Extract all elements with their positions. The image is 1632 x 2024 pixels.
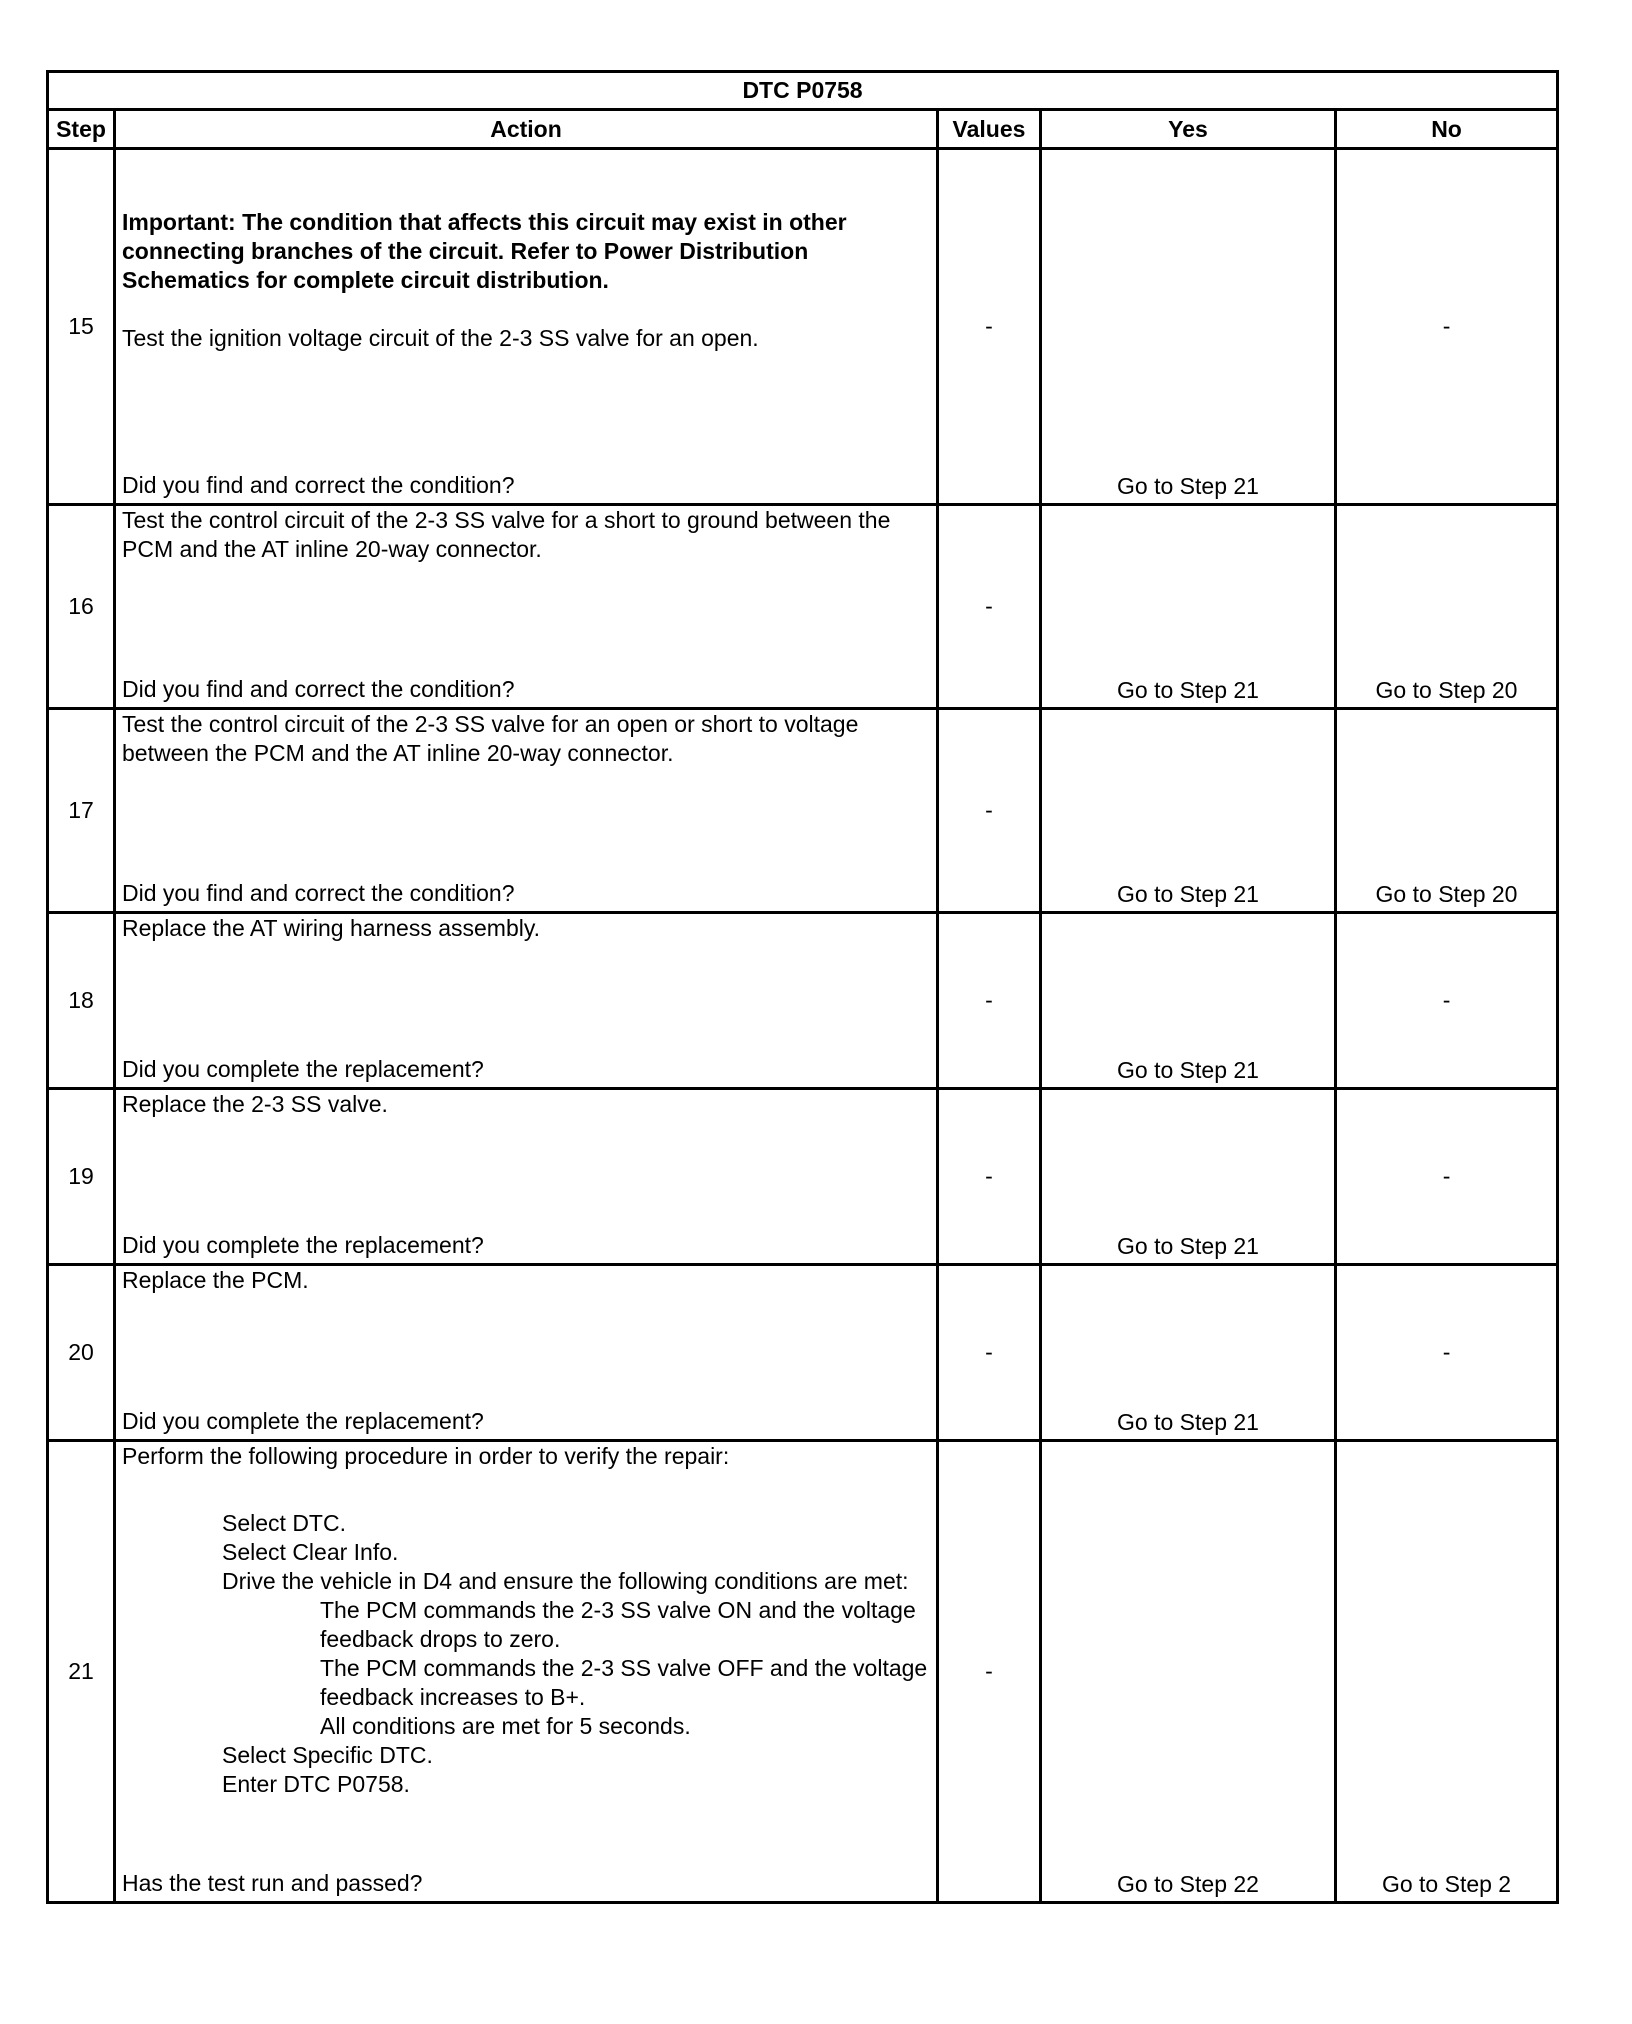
no-cell: - (1336, 149, 1558, 505)
yes-link[interactable]: Go to Step 21 (1041, 1089, 1336, 1265)
procedure-step: Select Clear Info. (222, 1539, 399, 1565)
yes-link[interactable]: Go to Step 21 (1041, 709, 1336, 913)
question-text: Did you find and correct the condition? (122, 472, 515, 498)
question-text: Did you complete the replacement? (122, 1056, 484, 1082)
yes-link[interactable]: Go to Step 21 (1041, 505, 1336, 709)
no-cell: - (1336, 1089, 1558, 1265)
yes-link[interactable]: Go to Step 22 (1041, 1441, 1336, 1903)
procedure-step: Select Specific DTC. (222, 1742, 433, 1768)
action-text: Test the ignition voltage circuit of the 2-3 SS valve for an open. (122, 325, 759, 351)
question-text: Did you complete the replacement? (122, 1408, 484, 1434)
step-number: 21 (48, 1441, 115, 1903)
diagnostic-table (46, 70, 1559, 1904)
procedure-step: Enter DTC P0758. (222, 1771, 410, 1797)
values-cell: - (938, 1441, 1041, 1903)
yes-link[interactable]: Go to Step 21 (1041, 1265, 1336, 1441)
values-cell: - (938, 149, 1041, 505)
action-text: Perform the following procedure in order to verify the repair: (122, 1443, 730, 1469)
action-cell (115, 1089, 938, 1265)
table-row (48, 505, 1558, 709)
question-text: Did you find and correct the condition? (122, 676, 515, 702)
action-text: Replace the PCM. (122, 1267, 309, 1293)
question-text: Has the test run and passed? (122, 1870, 423, 1896)
step-number: 15 (48, 149, 115, 505)
no-link[interactable]: Go to Step 20 (1336, 505, 1558, 709)
header-yes: Yes (1041, 110, 1336, 149)
step-number: 20 (48, 1265, 115, 1441)
table-row (48, 913, 1558, 1089)
header-no: No (1336, 110, 1558, 149)
header-action: Action (115, 110, 938, 149)
yes-link[interactable]: Go to Step 21 (1041, 149, 1336, 505)
action-text: Replace the 2-3 SS valve. (122, 1091, 388, 1117)
values-cell: - (938, 505, 1041, 709)
header-step: Step (48, 110, 115, 149)
header-values: Values (938, 110, 1041, 149)
yes-link[interactable]: Go to Step 21 (1041, 913, 1336, 1089)
procedure-substep: All conditions are met for 5 seconds. (320, 1713, 691, 1739)
no-cell: - (1336, 1265, 1558, 1441)
values-cell: - (938, 709, 1041, 913)
procedure-step: Select DTC. (222, 1510, 346, 1536)
values-cell: - (938, 913, 1041, 1089)
step-number: 17 (48, 709, 115, 913)
no-link[interactable]: Go to Step 20 (1336, 709, 1558, 913)
table-row (48, 1265, 1558, 1441)
action-text: Test the control circuit of the 2-3 SS valve for a short to ground between the PCM and the AT inline 20-way connector. (122, 507, 891, 562)
action-cell (115, 1265, 938, 1441)
action-text: Replace the AT wiring harness assembly. (122, 915, 541, 941)
procedure-step: Drive the vehicle in D4 and ensure the following conditions are met: (222, 1568, 909, 1594)
table-title: DTC P0758 (48, 72, 1558, 110)
important-note: Important: The condition that affects this circuit may exist in other connecting branches of the circuit. Refer to Power Distribution Schematics for complete circuit distribution. (122, 209, 847, 293)
action-cell (115, 505, 938, 709)
action-cell (115, 709, 938, 913)
table-row (48, 1441, 1558, 1903)
table-row (48, 149, 1558, 505)
procedure-substep: The PCM commands the 2-3 SS valve OFF and the voltage feedback increases to B+. (320, 1655, 928, 1710)
action-text: Test the control circuit of the 2-3 SS valve for an open or short to voltage between the PCM and the AT inline 20-way connector. (122, 711, 859, 766)
no-link[interactable]: Go to Step 2 (1336, 1441, 1558, 1903)
question-text: Did you complete the replacement? (122, 1232, 484, 1258)
step-number: 16 (48, 505, 115, 709)
action-cell (115, 1441, 938, 1903)
step-number: 18 (48, 913, 115, 1089)
action-cell (115, 149, 938, 505)
values-cell: - (938, 1089, 1041, 1265)
table-row (48, 709, 1558, 913)
step-number: 19 (48, 1089, 115, 1265)
action-cell (115, 913, 938, 1089)
question-text: Did you find and correct the condition? (122, 880, 515, 906)
values-cell: - (938, 1265, 1041, 1441)
no-cell: - (1336, 913, 1558, 1089)
table-row (48, 1089, 1558, 1265)
procedure-substep: The PCM commands the 2-3 SS valve ON and the voltage feedback drops to zero. (320, 1597, 916, 1652)
